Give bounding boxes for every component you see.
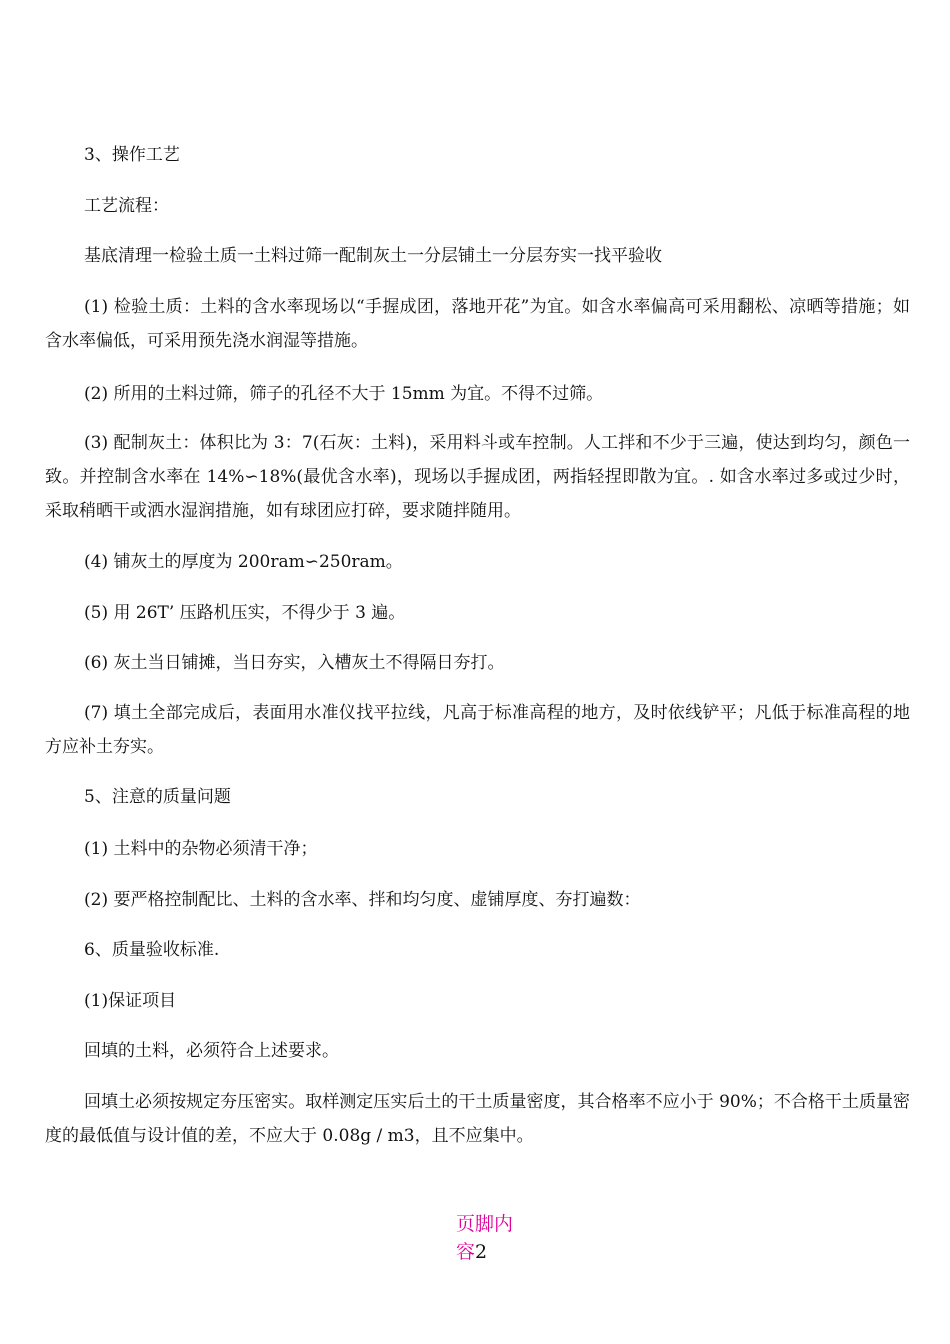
process-flow-steps: 基底清理一检验土质一土料过筛一配制灰土一分层铺土一分层夯实一找平验收 (84, 246, 662, 266)
heading-acceptance-standard: 6、质量验收标准. (84, 940, 220, 960)
step-6-paragraph: (6) 灰土当日铺摊，当日夯实，入槽灰土不得隔日夯打。 (84, 653, 505, 673)
guarantee-items-heading: (1)保证项目 (84, 991, 177, 1011)
step-4-paragraph: (4) 铺灰土的厚度为 200ram∽250ram。 (84, 552, 403, 572)
step-2-paragraph: (2) 所用的土料过筛，筛子的孔径不大于 15mm 为宜。不得不过筛。 (84, 384, 604, 404)
step-1-paragraph: (1) 检验土质：土料的含水率现场以“手握成团，落地开花”为宜。如含水率偏高可采用翻松、凉晒等措施；如含水率偏低，可采用预先浇水润湿等措施。 (45, 297, 910, 351)
step-3-paragraph: (3) 配制灰土：体积比为 3：7(石灰：土料)，采用料斗或车控制。人工拌和不少于三遍，使达到均匀，颜色一致。并控制含水率在 14%∽18%(最优含水率)，现场以手握成团，两指轻捏即散为宜。. 如含水率过多或过少时，采取稍晒干或洒水湿润措施，如有球团应打碎，要求随拌随用。 (45, 433, 910, 521)
process-flow-label: 工艺流程： (84, 196, 169, 216)
footer-label: 页脚内容 (456, 1213, 514, 1263)
page-number: 2 (475, 1241, 488, 1263)
heading-operation-process: 3、操作工艺 (84, 145, 180, 165)
quality-issue-1: (1) 土料中的杂物必须清干净； (84, 839, 318, 859)
page-footer (456, 1210, 526, 1266)
heading-quality-issues: 5、注意的质量问题 (84, 787, 231, 807)
backfill-material-requirement: 回填的土料，必须符合上述要求。 (84, 1041, 339, 1061)
backfill-compaction-requirement: 回填土必须按规定夯压密实。取样测定压实后土的干土质量密度，其合格率不应小于 90%；不合格干土质量密度的最低值与设计值的差，不应大于 0.08g / m3，且不应集中。 (45, 1092, 910, 1146)
step-7-paragraph: (7) 填土全部完成后，表面用水准仪找平拉线，凡高于标准高程的地方，及时依线铲平；凡低于标准高程的地方应补土夯实。 (45, 703, 910, 757)
quality-issue-2: (2) 要严格控制配比、土料的含水率、拌和均匀度、虚铺厚度、夯打遍数： (84, 890, 641, 910)
step-5-paragraph: (5) 用 26T’ 压路机压实，不得少于 3 遍。 (84, 603, 406, 623)
